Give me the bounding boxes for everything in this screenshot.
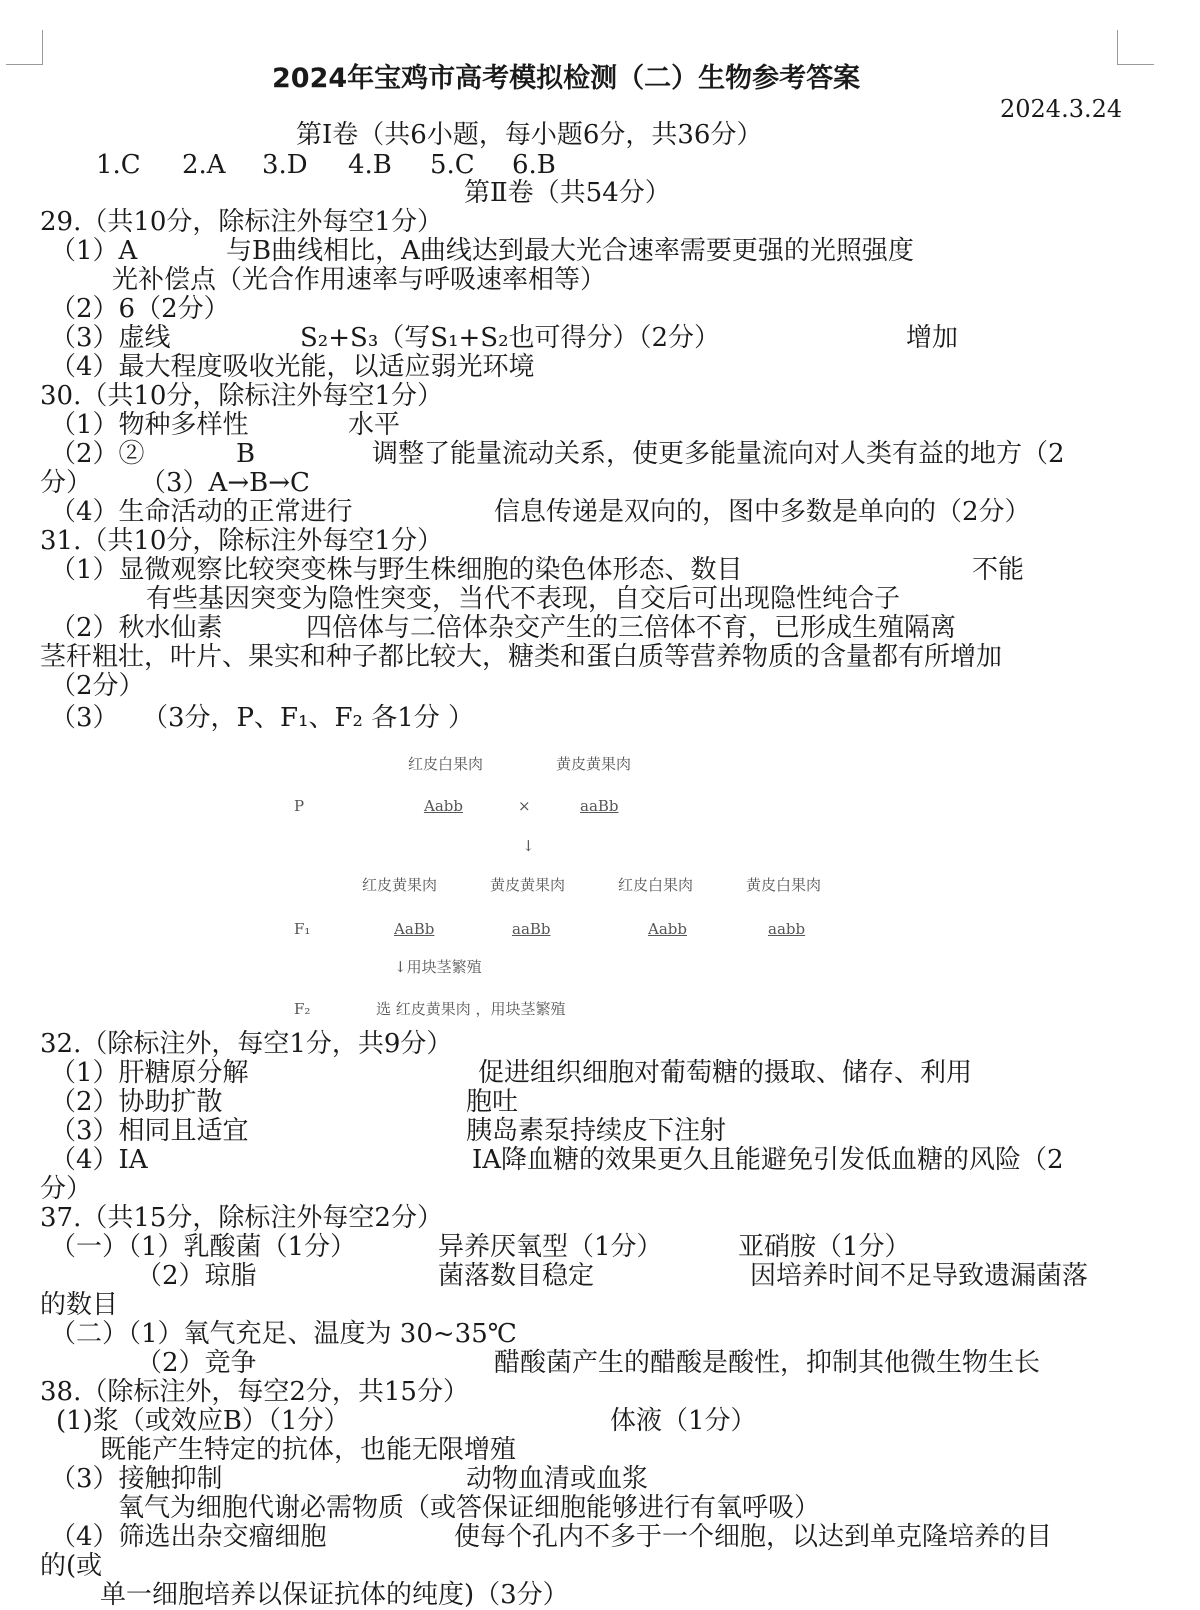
f1-genotype: aabb — [768, 920, 806, 938]
q29-heading: 29.（共10分，除标注外每空1分） — [40, 207, 443, 237]
q30-answer: （2）② — [50, 439, 145, 469]
q37-answer: （2）竞争 — [136, 1348, 257, 1378]
cross-symbol: × — [518, 797, 531, 815]
q29-answer: 与B曲线相比，A曲线达到最大光合速率需要更强的光照强度 — [226, 236, 914, 266]
q37-answer: （2）琼脂 — [136, 1261, 257, 1291]
f1-phenotype: 红皮白果肉 — [618, 876, 694, 894]
q30-answer: （3）A→B→C — [140, 468, 310, 498]
p-genotype: aaBb — [580, 797, 619, 815]
q32-answer: 分） — [40, 1174, 93, 1204]
q30-heading: 30.（共10分，除标注外每空1分） — [40, 381, 443, 411]
q31-answer: 有些基因突变为隐性突变，当代不表现，自交后可出现隐性纯合子 — [146, 584, 901, 614]
part2-heading: 第Ⅱ卷（共54分） — [464, 178, 671, 208]
q31-answer: （2分） — [50, 671, 145, 701]
q31-answer: （3分，P、F₁、F₂ 各1分 ） — [142, 703, 475, 733]
p-phenotype: 红皮白果肉 — [408, 755, 484, 773]
q32-answer: 胞吐 — [466, 1087, 519, 1117]
crop-mark-top-left — [6, 30, 43, 65]
q30-answer: B — [236, 439, 256, 469]
q31-answer: （1）显微观察比较突变株与野生株细胞的染色体形态、数目 — [50, 555, 743, 585]
q32-answer: 胰岛素泵持续皮下注射 — [466, 1116, 727, 1146]
q38-answer: 使每个孔内不多于一个细胞，以达到单克隆培养的目 — [454, 1522, 1053, 1552]
q31-answer: 四倍体与二倍体杂交产生的三倍体不育，已形成生殖隔离 — [306, 613, 957, 643]
q37-heading: 37.（共15分，除标注外每空2分） — [40, 1203, 443, 1233]
q30-answer: 调整了能量流动关系，使更多能量流向对人类有益的地方（2 — [372, 439, 1065, 469]
crop-mark-top-right — [1117, 30, 1154, 65]
q29-answer: 光补偿点（光合作用速率与呼吸速率相等） — [112, 265, 607, 295]
q29-answer: （4）最大程度吸收光能，以适应弱光环境 — [50, 352, 535, 382]
q37-answer: （二）（1）氧气充足、温度为 30~35℃ — [50, 1319, 517, 1349]
q38-answer: （4）筛选出杂交瘤细胞 — [50, 1522, 327, 1552]
part1-answer: 3.D — [262, 150, 308, 180]
q32-answer: （3）相同且适宜 — [50, 1116, 249, 1146]
f1-genotype: Aabb — [648, 920, 687, 938]
f1-phenotype: 黄皮白果肉 — [746, 876, 822, 894]
q31-answer: （2）秋水仙素 — [50, 613, 223, 643]
q30-answer: 水平 — [348, 410, 401, 440]
f1-genotype: AaBb — [394, 920, 435, 938]
q38-answer: (1)浆（或效应B）（1分） — [56, 1406, 350, 1436]
part1-answer: 1.C — [96, 150, 141, 180]
q38-answer: 氧气为细胞代谢必需物质（或答保证细胞能够进行有氧呼吸） — [118, 1493, 821, 1523]
q32-answer: IA降血糖的效果更久且能避免引发低血糖的风险（2 — [472, 1145, 1064, 1175]
part1-answer: 5.C — [430, 150, 475, 180]
f1-phenotype: 黄皮黄果肉 — [490, 876, 566, 894]
q29-answer: 增加 — [906, 323, 959, 353]
q37-answer: 菌落数目稳定 — [438, 1261, 595, 1291]
generation-label-p: P — [294, 797, 305, 815]
q38-heading: 38.（除标注外，每空2分，共15分） — [40, 1377, 469, 1407]
q32-answer: （2）协助扩散 — [50, 1087, 223, 1117]
f2-selection-note: 选 红皮黄果肉 ，用块茎繁殖 — [376, 1000, 566, 1018]
f1-propagation-note: ↓用块茎繁殖 — [394, 958, 482, 976]
q31-answer: （3） — [50, 703, 119, 733]
q32-answer: （1）肝糖原分解 — [50, 1058, 249, 1088]
part1-answer: 6.B — [512, 150, 556, 180]
part1-answer: 4.B — [348, 150, 392, 180]
p-genotype: Aabb — [424, 797, 463, 815]
q29-answer: （2）6（2分） — [50, 294, 230, 324]
q32-answer: 促进组织细胞对葡萄糖的摄取、储存、利用 — [478, 1058, 973, 1088]
q38-answer: 体液（1分） — [610, 1406, 757, 1436]
q29-answer: （1）A — [50, 236, 138, 266]
f1-phenotype: 红皮黄果肉 — [362, 876, 438, 894]
q30-answer: 信息传递是双向的，图中多数是单向的（2分） — [494, 497, 1031, 527]
q32-answer: （4）IA — [50, 1145, 148, 1175]
f1-genotype: aaBb — [512, 920, 551, 938]
part1-answer: 2.A — [182, 150, 226, 180]
q37-answer: （一）（1）乳酸菌（1分） — [50, 1232, 357, 1262]
q37-answer: 的数目 — [40, 1290, 119, 1320]
q31-answer: 茎秆粗壮，叶片、果实和种子都比较大，糖类和蛋白质等营养物质的含量都有所增加 — [40, 642, 1003, 672]
q32-heading: 32.（除标注外，每空1分，共9分） — [40, 1029, 453, 1059]
q38-answer: 的(或 — [40, 1551, 103, 1581]
q37-answer: 异养厌氧型（1分） — [438, 1232, 663, 1262]
q38-answer: （3）接触抑制 — [50, 1464, 223, 1494]
q30-answer: （1）物种多样性 — [50, 410, 249, 440]
q29-answer: （3）虚线 — [50, 323, 171, 353]
generation-label-f1: F₁ — [294, 920, 311, 938]
q37-answer: 亚硝胺（1分） — [738, 1232, 911, 1262]
q30-answer: （4）生命活动的正常进行 — [50, 497, 353, 527]
document-date: 2024.3.24 — [1000, 95, 1123, 123]
q37-answer: 醋酸菌产生的醋酸是酸性，抑制其他微生物生长 — [494, 1348, 1041, 1378]
q38-answer: 动物血清或血浆 — [466, 1464, 649, 1494]
p-phenotype: 黄皮黄果肉 — [556, 755, 632, 773]
down-arrow-icon: ↓ — [522, 837, 535, 855]
document-title: 2024年宝鸡市高考模拟检测（二）生物参考答案 — [272, 63, 861, 94]
q31-heading: 31.（共10分，除标注外每空1分） — [40, 526, 443, 556]
q38-answer: 既能产生特定的抗体，也能无限增殖 — [100, 1435, 517, 1465]
q38-answer: 单一细胞培养以保证抗体的纯度)（3分） — [100, 1580, 569, 1610]
generation-label-f2: F₂ — [294, 1000, 311, 1018]
q31-answer: 不能 — [972, 555, 1025, 585]
part1-heading: 第Ⅰ卷（共6小题，每小题6分，共36分） — [296, 120, 763, 150]
q30-answer: 分） — [40, 468, 93, 498]
q37-answer: 因培养时间不足导致遗漏菌落 — [750, 1261, 1089, 1291]
q29-answer: S₂+S₃（写S₁+S₂也可得分）（2分） — [300, 323, 721, 353]
